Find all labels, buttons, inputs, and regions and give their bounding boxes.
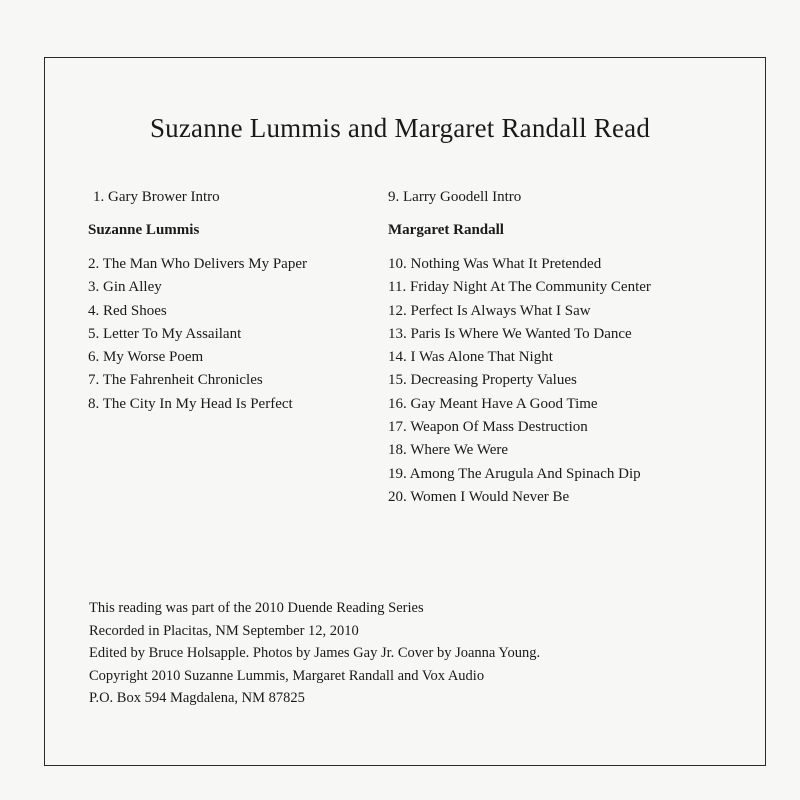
left-column bbox=[88, 186, 307, 416]
track-list-margaret-randall bbox=[388, 253, 651, 509]
track-item: 19. Among The Arugula And Spinach Dip bbox=[388, 465, 641, 482]
track-item: 7. The Fahrenheit Chronicles bbox=[88, 372, 263, 389]
track-item: 12. Perfect Is Always What I Saw bbox=[388, 302, 591, 319]
track-item: 16. Gay Meant Have A Good Time bbox=[388, 395, 598, 412]
section-heading-suzanne-lummis: Suzanne Lummis bbox=[88, 222, 200, 238]
right-column bbox=[388, 186, 651, 509]
track-item: 17. Weapon Of Mass Destruction bbox=[388, 419, 588, 436]
credits-line: Edited by Bruce Holsapple. Photos by James Gay Jr. Cover by Joanna Young. bbox=[89, 645, 541, 661]
credits-line: Copyright 2010 Suzanne Lummis, Margaret Randall and Vox Audio bbox=[89, 667, 485, 684]
credits-footer bbox=[89, 597, 540, 710]
track-intro-9: 9. Larry Goodell Intro bbox=[388, 189, 522, 205]
credits-line: This reading was part of the 2010 Duende Reading Series bbox=[89, 600, 424, 616]
track-item: 10. Nothing Was What It Pretended bbox=[388, 256, 602, 272]
track-intro-1: 1. Gary Brower Intro bbox=[93, 189, 220, 205]
track-item: 15. Decreasing Property Values bbox=[388, 372, 577, 389]
section-heading-margaret-randall: Margaret Randall bbox=[388, 222, 504, 238]
track-item: 8. The City In My Head Is Perfect bbox=[88, 395, 293, 412]
track-item: 4. Red Shoes bbox=[88, 302, 167, 319]
track-item: 5. Letter To My Assailant bbox=[88, 325, 242, 342]
track-item: 13. Paris Is Where We Wanted To Dance bbox=[388, 325, 632, 342]
track-item: 2. The Man Who Delivers My Paper bbox=[88, 256, 307, 272]
track-item: 6. My Worse Poem bbox=[88, 349, 204, 366]
track-item: 3. Gin Alley bbox=[88, 279, 162, 296]
page-title: Suzanne Lummis and Margaret Randall Read bbox=[149, 113, 651, 143]
track-item: 20. Women I Would Never Be bbox=[388, 488, 570, 505]
credits-line: P.O. Box 594 Magdalena, NM 87825 bbox=[89, 690, 305, 706]
track-item: 14. I Was Alone That Night bbox=[388, 349, 553, 366]
track-item: 18. Where We Were bbox=[388, 442, 509, 459]
credits-line: Recorded in Placitas, NM September 12, 2010 bbox=[89, 622, 359, 639]
track-item: 11. Friday Night At The Community Center bbox=[388, 279, 651, 296]
track-list-suzanne-lummis bbox=[88, 253, 307, 416]
